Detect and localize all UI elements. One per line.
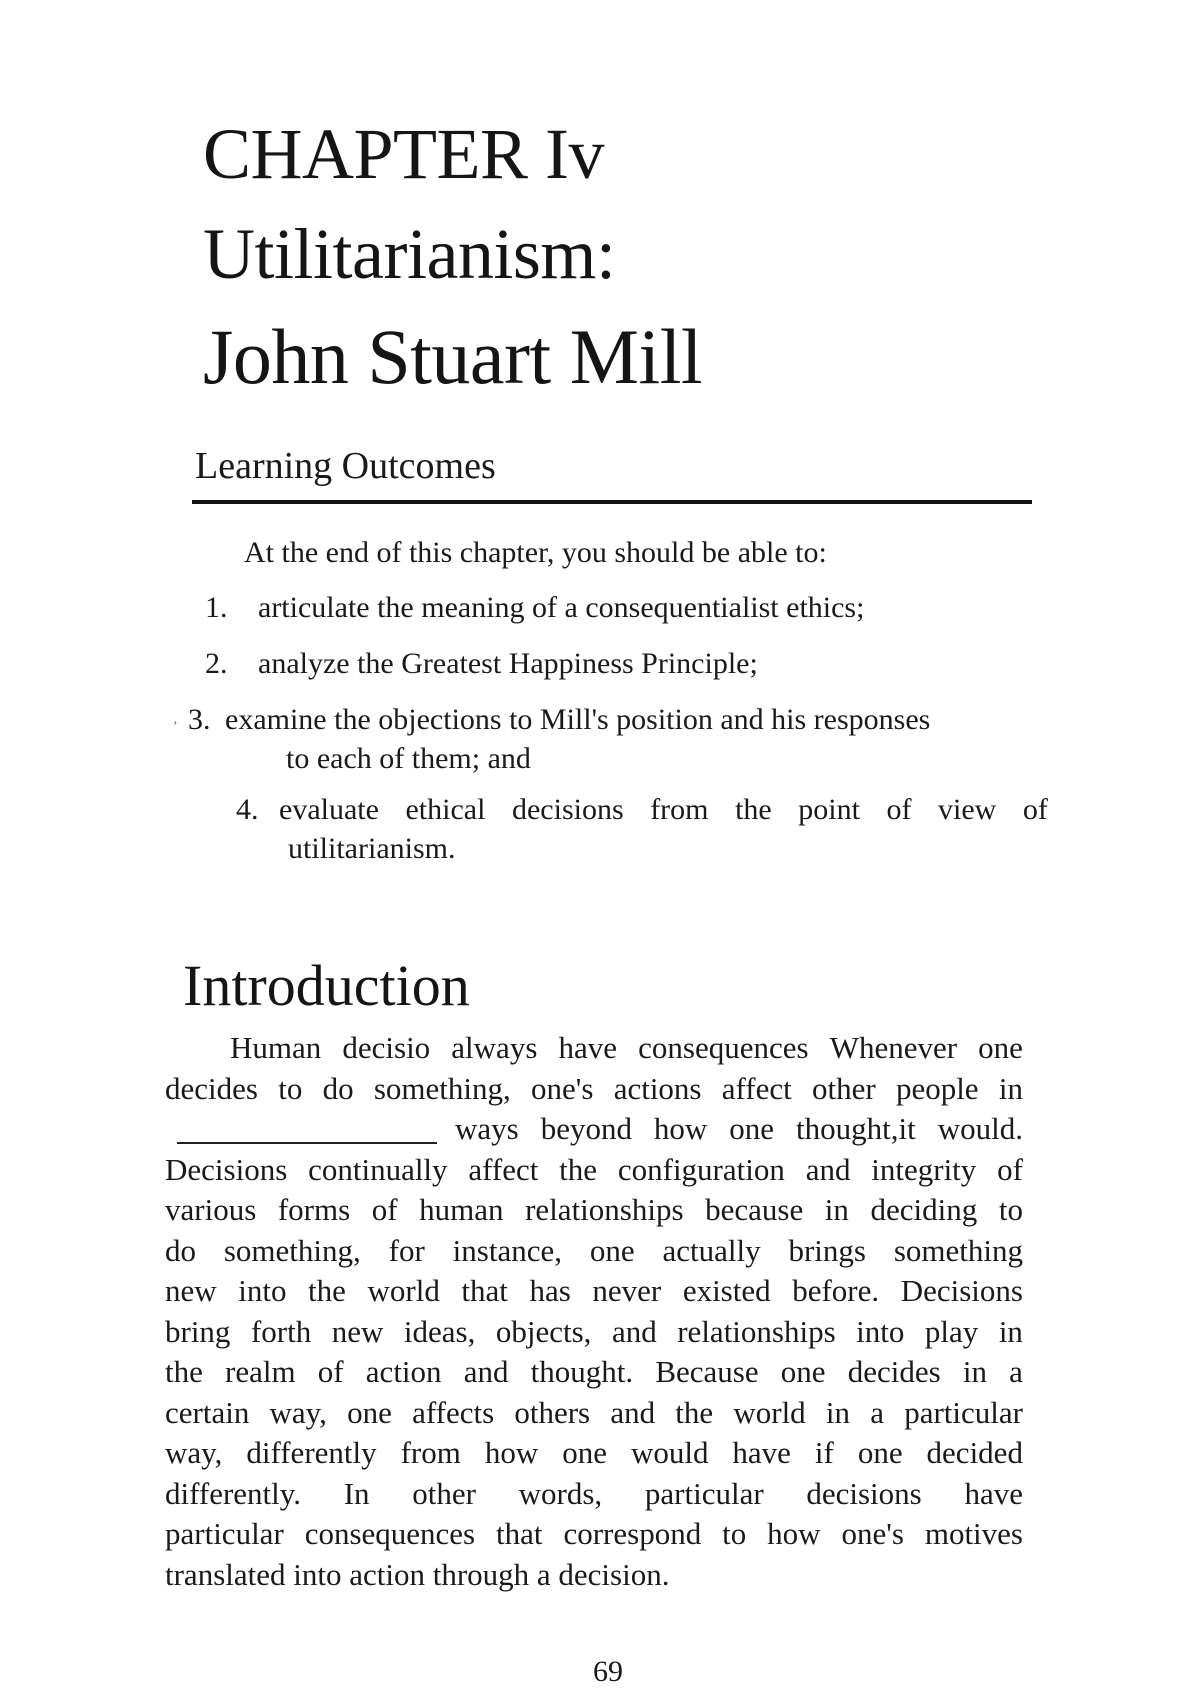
- introduction-line: decides to do something, one's actions affect other people in: [165, 1071, 1023, 1106]
- page-number: 69: [593, 1655, 623, 1688]
- learning-outcomes-heading: Learning Outcomes: [195, 445, 496, 487]
- introduction-line: the realm of action and thought. Because one decides in a: [165, 1354, 1023, 1389]
- chapter-title-line-1: Utilitarianism:: [203, 214, 616, 294]
- introduction-line: particular consequences that correspond to how one's motives: [165, 1516, 1023, 1551]
- introduction-line: bring forth new ideas, objects, and relationships into play in: [165, 1314, 1023, 1349]
- stray-mark: ‚: [173, 712, 178, 727]
- introduction-line: way, differently from how one would have if one decided: [165, 1435, 1023, 1470]
- outcome-4-text: evaluate ethical decisions from the point of view of: [279, 793, 1048, 826]
- outcome-3-text-continued: to each of them; and: [286, 742, 531, 775]
- chapter-number: CHAPTER Iv: [203, 114, 605, 194]
- introduction-heading-text: Introduction: [183, 953, 470, 1018]
- learning-outcomes-rule: [192, 500, 1032, 504]
- introduction-line: differently. In other words, particular decisions have: [165, 1476, 1023, 1511]
- introduction-line: Human decisio always have consequences Whenever one: [230, 1030, 1023, 1065]
- introduction-line: ways beyond how one thought,it would.: [455, 1111, 1023, 1146]
- introduction-line: do something, for instance, one actually brings something: [165, 1233, 1023, 1268]
- outcome-4-text-continued: utilitarianism.: [288, 832, 456, 865]
- fill-in-blank: [177, 1142, 437, 1144]
- introduction-line: various forms of human relationships because in deciding to: [165, 1192, 1023, 1227]
- learning-outcomes-intro: At the end of this chapter, you should be able to:: [244, 536, 827, 569]
- outcome-2-number: 2.: [205, 647, 228, 680]
- introduction-line: Decisions continually affect the configuration and integrity of: [165, 1152, 1023, 1187]
- outcome-2-text: analyze the Greatest Happiness Principle;: [258, 647, 758, 680]
- introduction-line: new into the world that has never existed before. Decisions: [165, 1273, 1023, 1308]
- outcome-3-text: examine the objections to Mill's position and his responses: [225, 703, 931, 736]
- introduction-heading: [183, 953, 470, 1018]
- outcome-1-number: 1.: [205, 591, 228, 624]
- outcome-1-text: articulate the meaning of a consequentialist ethics;: [258, 591, 865, 624]
- introduction-line: translated into action through a decision.: [165, 1557, 670, 1592]
- outcome-3-number: 3.: [188, 703, 211, 736]
- chapter-title-line-2: John Stuart Mill: [203, 313, 703, 400]
- outcome-4-number: 4.: [236, 793, 259, 826]
- introduction-line: certain way, one affects others and the world in a particular: [165, 1395, 1023, 1430]
